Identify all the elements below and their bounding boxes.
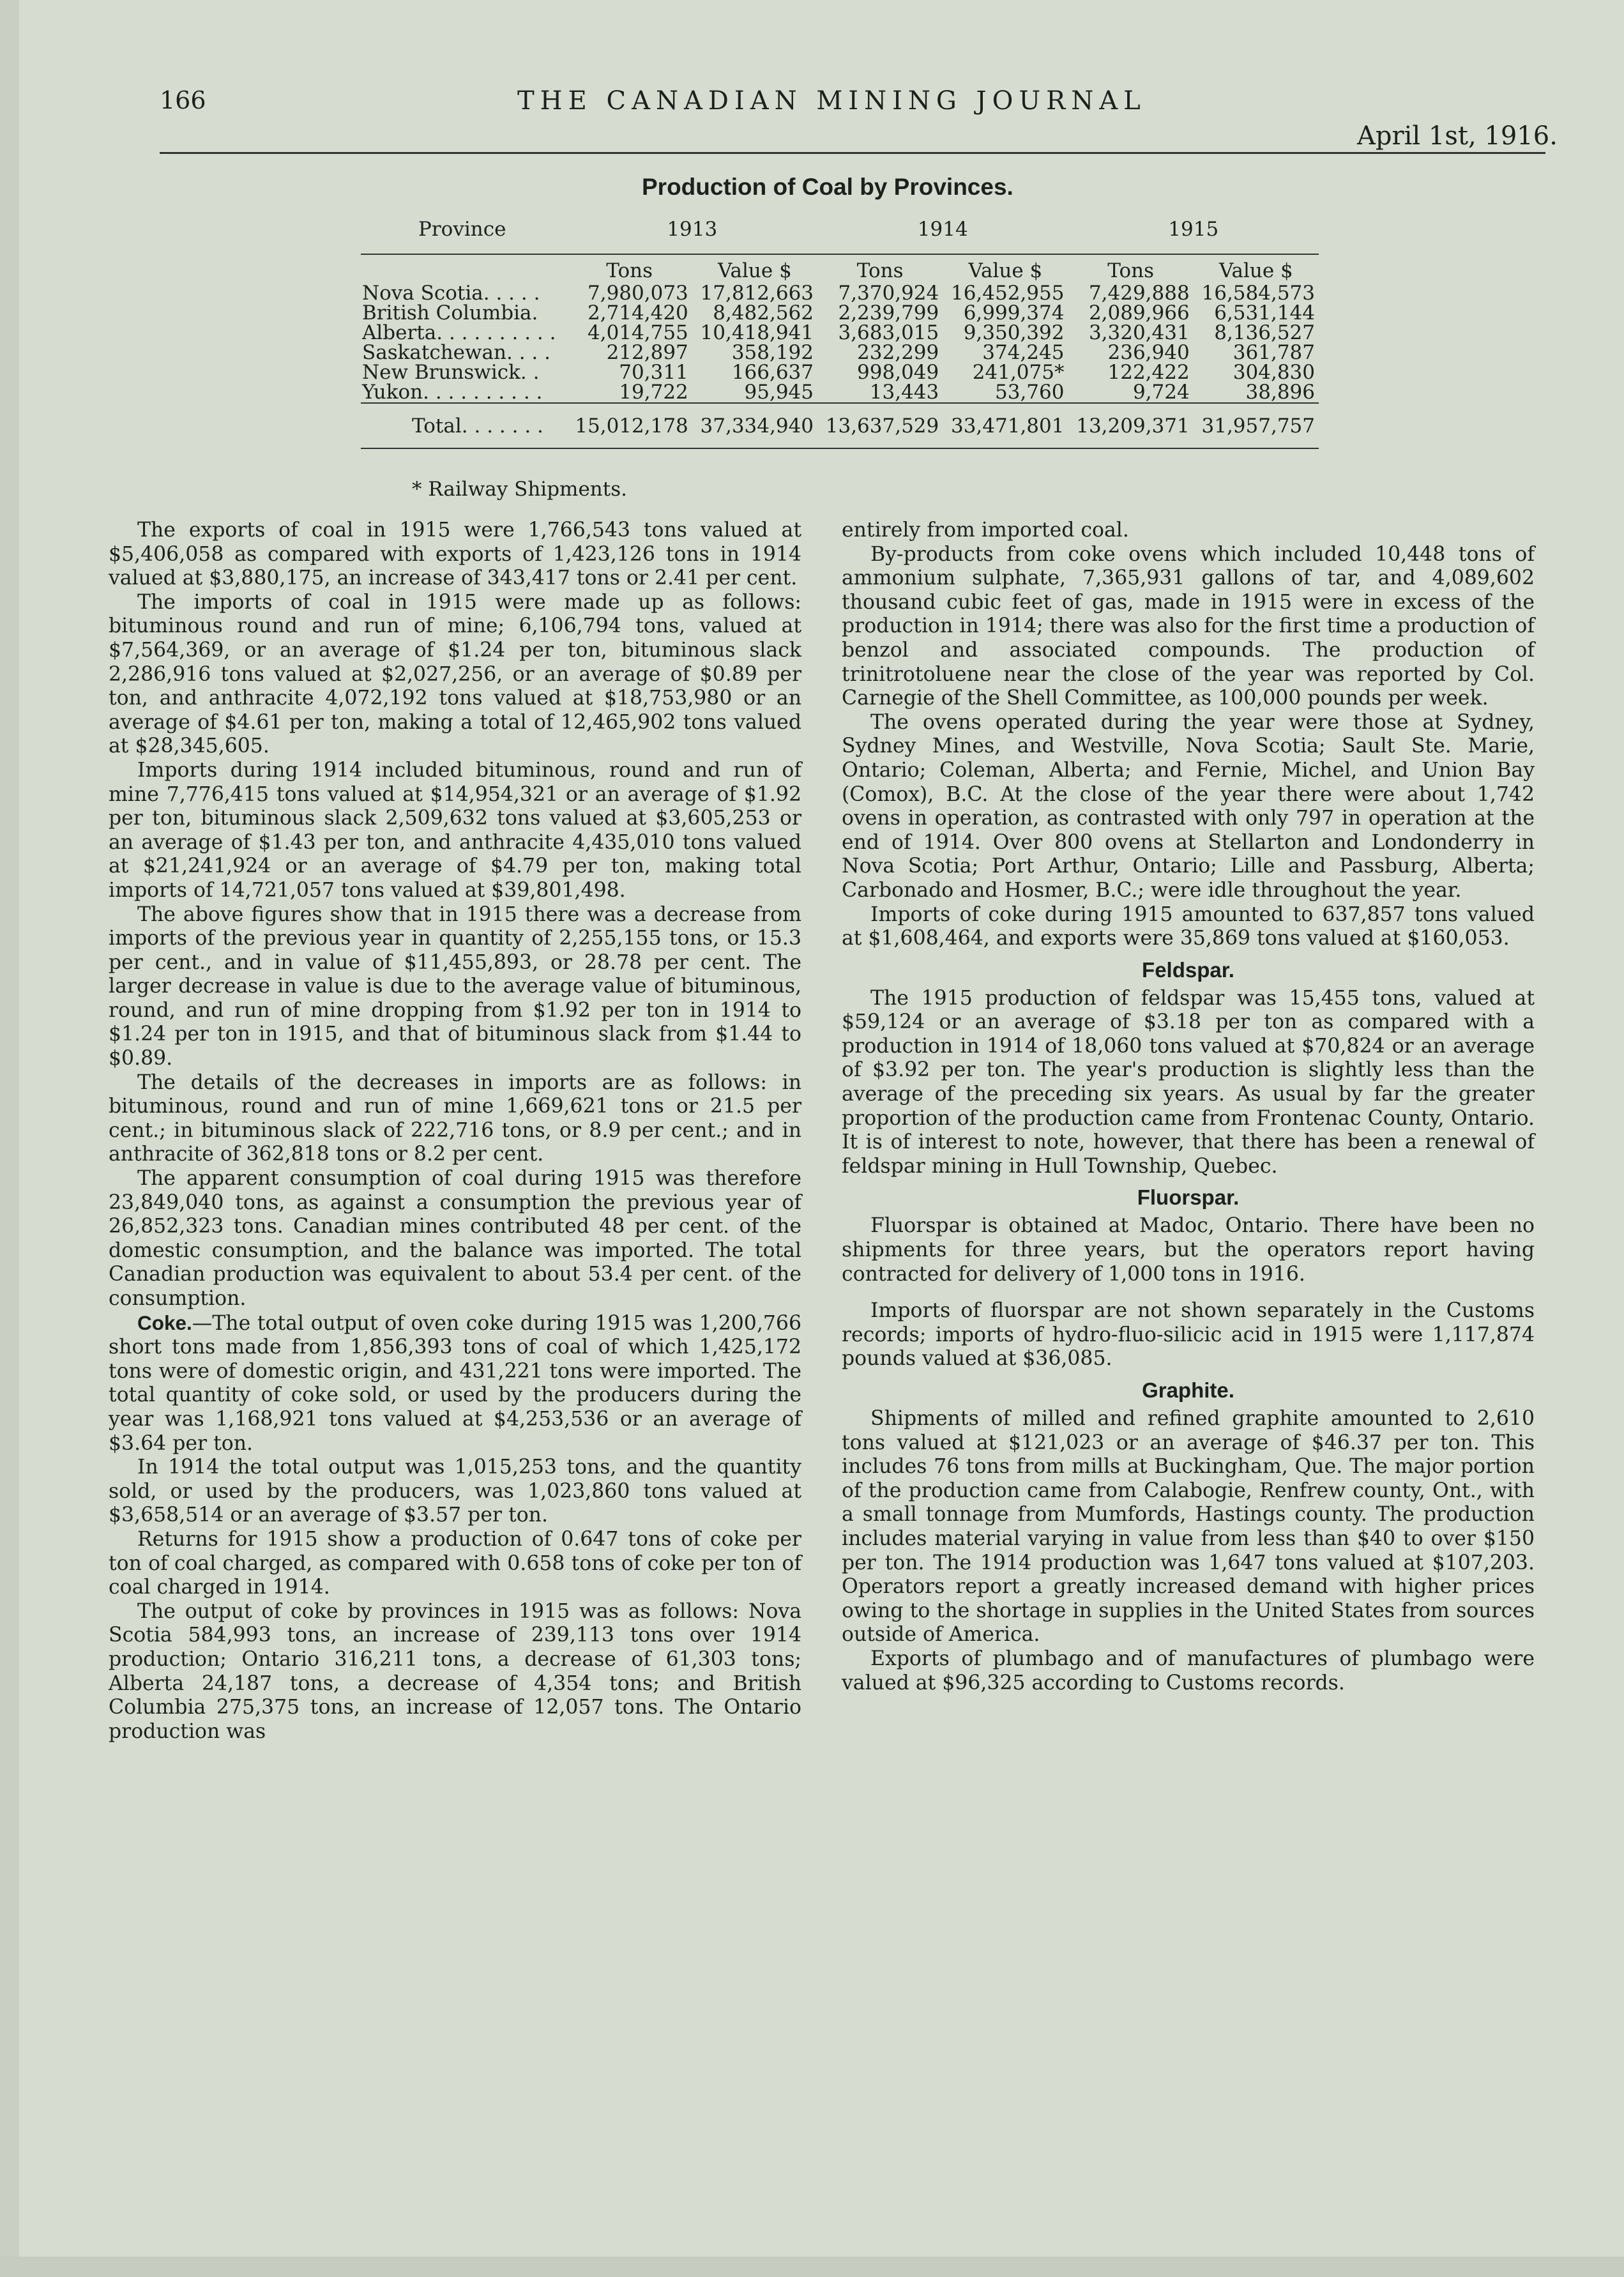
paragraph bbox=[109, 1311, 801, 1456]
value-header: Value $ bbox=[717, 259, 792, 282]
table-cell: 122,422 bbox=[1107, 361, 1190, 384]
table-cell: 374,245 bbox=[982, 341, 1065, 364]
table-cell: 7,370,924 bbox=[838, 282, 939, 305]
paragraph: Returns for 1915 show a production of 0.647 tons of coke per ton of coal charged, as compared with 0.658 tons of coke per ton of coal charged in 1914. bbox=[109, 1527, 801, 1599]
province-cell: New Brunswick. . bbox=[362, 361, 540, 384]
year-header-1913: 1913 bbox=[567, 217, 817, 254]
total-cell: 15,012,178 bbox=[567, 403, 692, 448]
table-row bbox=[361, 284, 1319, 303]
table-row bbox=[361, 383, 1319, 403]
paragraph: The apparent consumption of coal during 1915 was therefore 23,849,040 tons, as against a consumption the previous year of 26,852,323 tons. Canadian mines contributed 48 per cent. of the domestic consumption, and the balance was imported. The total Canadian production was equivalent to about 53.4 per cent. of the consumption. bbox=[109, 1167, 801, 1310]
coke-paragraph-text: —The total output of oven coke during 1915 was 1,200,766 short tons made from 1,856,393 tons of coal of which 1,425,172 tons were of domestic origin, and 431,221 tons were imported. The total quantity of coke sold, or used by the producers during the year was 1,168,921 tons valued at $4,253,536 or an average of $3.64 per ton. bbox=[109, 1311, 801, 1455]
paragraph: Imports of fluorspar are not shown separately in the Customs records; imports of hydro-fluo-silicic acid in 1915 were 1,117,874 pounds valued at $36,085. bbox=[842, 1299, 1535, 1371]
table-cell: 9,350,392 bbox=[963, 321, 1065, 344]
total-label: Total. . . . . . . bbox=[361, 403, 567, 448]
journal-title: THE CANADIAN MINING JOURNAL bbox=[517, 86, 1146, 116]
section-heading-fluorspar: Fluorspar. bbox=[1137, 1185, 1240, 1210]
table-cell: 3,683,015 bbox=[838, 321, 939, 344]
section-heading-graphite: Graphite. bbox=[1142, 1378, 1234, 1402]
tons-header: Tons bbox=[1107, 259, 1154, 282]
table-cell: 361,787 bbox=[1233, 341, 1315, 364]
table-cell: 304,830 bbox=[1233, 361, 1315, 384]
table-cell: 38,896 bbox=[1245, 381, 1315, 404]
table-cell: 3,320,431 bbox=[1088, 321, 1190, 344]
table-cell: 9,724 bbox=[1132, 381, 1190, 404]
paragraph: The 1915 production of feldspar was 15,455 tons, valued at $59,124 or an average of $3.18 per ton as compared with a production in 1914 of 18,060 tons valued at $70,824 or an average of $3.92 per ton. The year's production is slightly less than the average of the preceding six years. As usual by far the greater proportion of the production came from Frontenac County, Ontario. It is of interest to note, however, that there has been a renewal of feldspar mining in Hull Township, Quebec. bbox=[842, 986, 1535, 1178]
paragraph: The above figures show that in 1915 there was a decrease from imports of the previous year in quantity of 2,255,155 tons, or 15.3 per cent., and in value of $11,455,893, or 28.78 per cent. The larger decrease in value is due to the average value of bituminous, round, and run of mine dropping from $1.92 per ton in 1914 to $1.24 per ton in 1915, and that of bituminous slack from $1.44 to $0.89. bbox=[109, 902, 801, 1070]
table-cell: 70,311 bbox=[619, 361, 688, 384]
table-cell: 6,531,144 bbox=[1214, 301, 1315, 324]
table-cell: 232,299 bbox=[857, 341, 939, 364]
table-cell: 358,192 bbox=[731, 341, 814, 364]
table-cell: 2,714,420 bbox=[588, 301, 688, 324]
table-cell: 166,637 bbox=[731, 361, 814, 384]
province-cell: British Columbia. bbox=[362, 301, 538, 324]
paragraph: entirely from imported coal. bbox=[842, 519, 1129, 542]
paragraph: The details of the decreases in imports are as follows: in bituminous, round and run of mine 1,669,621 tons or 21.5 per cent.; in bituminous slack of 222,716 tons, or 8.9 per cent.; and in anthracite of 362,818 tons or 8.2 per cent. bbox=[109, 1070, 801, 1166]
province-cell: Alberta. . . . . . . . . . bbox=[362, 321, 556, 344]
table-cell: 16,452,955 bbox=[950, 282, 1065, 305]
table-cell: 17,812,663 bbox=[700, 282, 814, 305]
table-cell: 8,136,527 bbox=[1214, 321, 1315, 344]
total-cell: 13,209,371 bbox=[1068, 403, 1193, 448]
table-cell: 7,429,888 bbox=[1088, 282, 1190, 305]
paragraph: Fluorspar is obtained at Madoc, Ontario. There have been no shipments for three years, but the operators report having contracted for delivery of 1,000 tons in 1916. bbox=[842, 1214, 1535, 1286]
paragraph: The imports of coal in 1915 were made up as follows: bituminous round and run of mine; 6,106,794 tons, valued at $7,564,369, or an average of $1.24 per ton, bituminous slack 2,286,916 tons valued at $2,027,256, or an average of $0.89 per ton, and anthracite 4,072,192 tons valued at $18,753,980 or an average of $4.61 per ton, making a total of 12,465,902 tons valued at $28,345,605. bbox=[109, 590, 801, 758]
table-cell: 10,418,941 bbox=[700, 321, 814, 344]
province-header: Province bbox=[361, 217, 567, 254]
table-cell: 19,722 bbox=[619, 381, 688, 404]
total-cell: 33,471,801 bbox=[943, 403, 1068, 448]
paragraph: The exports of coal in 1915 were 1,766,543 tons valued at $5,406,058 as compared with exports of 1,423,126 tons in 1914 valued at $3,880,175, an increase of 343,417 tons or 2.41 per cent. bbox=[109, 519, 801, 590]
issue-date: April 1st, 1916. bbox=[1357, 121, 1558, 151]
table-row bbox=[361, 363, 1319, 383]
total-cell: 13,637,529 bbox=[817, 403, 943, 448]
coke-run-in-heading: Coke. bbox=[137, 1311, 192, 1334]
total-cell: 37,334,940 bbox=[692, 403, 817, 448]
value-header: Value $ bbox=[1218, 259, 1293, 282]
tons-header: Tons bbox=[856, 259, 904, 282]
page-number: 166 bbox=[160, 86, 206, 114]
table-body bbox=[361, 284, 1319, 448]
table-cell: 212,897 bbox=[606, 341, 688, 364]
total-cell: 31,957,757 bbox=[1194, 403, 1319, 448]
table-cell: 53,760 bbox=[995, 381, 1065, 404]
table-cell: 2,239,799 bbox=[838, 301, 939, 324]
table-cell: 236,940 bbox=[1107, 341, 1190, 364]
table-cell: 8,482,562 bbox=[713, 301, 814, 324]
table-cell: 6,999,374 bbox=[963, 301, 1065, 324]
page-bottom-edge bbox=[0, 2257, 1624, 2277]
table-row bbox=[361, 323, 1319, 343]
table-cell: 16,584,573 bbox=[1201, 282, 1315, 305]
paragraph: By-products from coke ovens which included 10,448 tons of ammonium sulphate, 7,365,931 gallons of tar, and 4,089,602 thousand cubic feet of gas, made in 1915 were in excess of the production in 1914; there was also for the first time a production of benzol and associated compounds. The production of trinitrotoluene near the close of the year was reported by Col. Carnegie of the Shell Committee, as 100,000 pounds per week. bbox=[842, 542, 1535, 710]
table-total-row bbox=[361, 403, 1319, 448]
tons-header: Tons bbox=[606, 259, 653, 282]
value-header: Value $ bbox=[968, 259, 1043, 282]
province-cell: Nova Scotia. . . . . bbox=[362, 282, 540, 305]
coal-production-table bbox=[361, 217, 1319, 449]
paragraph: The output of coke by provinces in 1915 was as follows: Nova Scotia 584,993 tons, an increase of 239,113 tons over 1914 production; Ontario 316,211 tons, a decrease of 61,303 tons; Alberta 24,187 tons, a decrease of 4,354 tons; and British Columbia 275,375 tons, an increase of 12,057 tons. The Ontario production was bbox=[109, 1599, 801, 1743]
table-cell: 4,014,755 bbox=[588, 321, 688, 344]
paragraph: Imports of coke during 1915 amounted to 637,857 tons valued at $1,608,464, and exports were 35,869 tons valued at $160,053. bbox=[842, 902, 1535, 950]
province-cell: Yukon. . . . . . . . . . bbox=[362, 381, 543, 404]
paragraph: Shipments of milled and refined graphite amounted to 2,610 tons valued at $121,023 or an average of $46.37 per ton. This includes 76 tons from mills at Buckingham, Que. The major portion of the production came from Calabogie, Renfrew county, Ont., with a small tonnage from Mumfords, Hastings county. The production includes material varying in value from less than $40 to over $150 per ton. The 1914 production was 1,647 tons valued at $107,203. Operators report a greatly increased demand with higher prices owing to the shortage in supplies in the United States from sources outside of America. bbox=[842, 1407, 1535, 1647]
section-heading-feldspar: Feldspar. bbox=[1142, 957, 1234, 982]
table-cell: 95,945 bbox=[744, 381, 814, 404]
paragraph: The ovens operated during the year were those at Sydney, Sydney Mines, and Westville, Nova Scotia; Sault Ste. Marie, Ontario; Coleman, Alberta; and Fernie, Michel, and Union Bay (Comox), B.C. At the close of the year there were about 1,742 ovens in operation, as contrasted with only 797 in operation at the end of 1914. Over 800 ovens at Stellarton and Londonderry in Nova Scotia; Port Arthur, Ontario; Lille and Passburg, Alberta; Carbonado and Hosmer, B.C.; were idle throughout the year. bbox=[842, 710, 1535, 902]
header-rule bbox=[160, 152, 1545, 154]
table-year-row bbox=[361, 217, 1319, 254]
province-cell: Saskatchewan. . . . bbox=[362, 341, 550, 364]
table-row bbox=[361, 343, 1319, 363]
year-header-1915: 1915 bbox=[1068, 217, 1319, 254]
table-cell: 998,049 bbox=[857, 361, 939, 384]
table-row bbox=[361, 303, 1319, 323]
table-cell: 2,089,966 bbox=[1088, 301, 1190, 324]
table-cell: 241,075* bbox=[972, 361, 1065, 384]
page-gutter bbox=[0, 0, 19, 2277]
year-header-1914: 1914 bbox=[817, 217, 1068, 254]
paragraph: In 1914 the total output was 1,015,253 tons, and the quantity sold, or used by the producers, was 1,023,860 tons valued at $3,658,514 or an average of $3.57 per ton. bbox=[109, 1456, 801, 1527]
table-title: Production of Coal by Provinces. bbox=[642, 174, 1013, 200]
table-footnote: * Railway Shipments. bbox=[412, 478, 627, 501]
paragraph: Imports during 1914 included bituminous, round and run of mine 7,776,415 tons valued at $14,954,321 or an average of $1.92 per ton, bituminous slack 2,509,632 tons valued at $3,605,253 or an average of $1.43 per ton, and anthracite 4,435,010 tons valued at $21,241,924 or an average of $4.79 per ton, making total imports of 14,721,057 tons valued at $39,801,498. bbox=[109, 758, 801, 902]
paragraph: Exports of plumbago and of manufactures of plumbago were valued at $96,325 according to Customs records. bbox=[842, 1647, 1535, 1694]
table-cell: 7,980,073 bbox=[588, 282, 688, 305]
table-subheader-row bbox=[361, 254, 1319, 284]
table-cell: 13,443 bbox=[869, 381, 939, 404]
right-column bbox=[842, 519, 1535, 1695]
left-column bbox=[109, 519, 801, 1744]
